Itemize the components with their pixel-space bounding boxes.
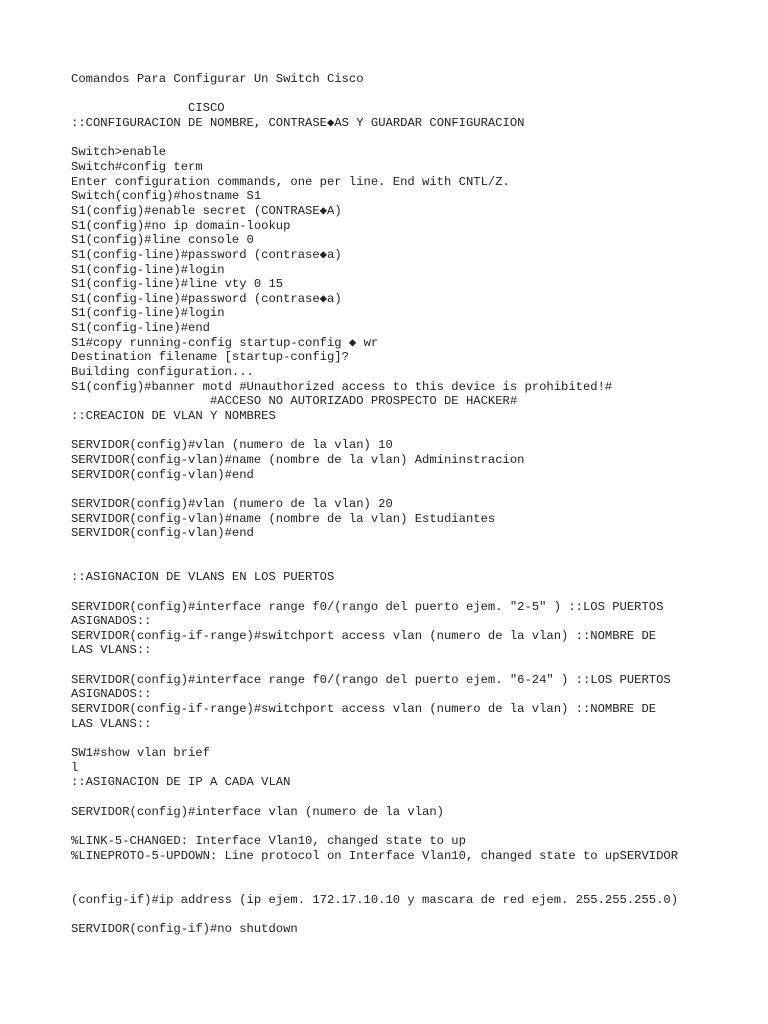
text-line: SERVIDOR(config)#interface range f0/(rango del puerto ejem. "6-24" ) ::LOS PUERTOS bbox=[71, 672, 671, 687]
text-line bbox=[71, 541, 731, 556]
text-line bbox=[71, 863, 731, 878]
text-line: S1(config)#banner motd #Unauthorized access to this device is prohibited!# bbox=[71, 379, 613, 394]
text-line: Switch(config)#hostname S1 bbox=[71, 189, 262, 204]
text-line: S1#copy running-config startup-config ◆ wr bbox=[71, 335, 379, 350]
text-line bbox=[71, 731, 731, 746]
text-line: S1(config-line)#end bbox=[71, 321, 210, 336]
text-line: S1(config-line)#password (contrase◆a) bbox=[71, 291, 342, 306]
text-line: l bbox=[71, 760, 79, 775]
text-line: ::CREACION DE VLAN Y NOMBRES bbox=[71, 409, 276, 424]
text-line: ASIGNADOS:: bbox=[71, 614, 152, 629]
document-text bbox=[71, 72, 731, 937]
text-line: SERVIDOR(config-vlan)#end bbox=[71, 526, 254, 541]
text-line bbox=[71, 556, 731, 571]
text-line: %LINEPROTO-5-UPDOWN: Line protocol on Interface Vlan10, changed state to upSERVIDOR bbox=[71, 848, 679, 863]
text-line: LAS VLANS:: bbox=[71, 643, 152, 658]
text-line: CISCO bbox=[71, 101, 225, 116]
text-line: Switch>enable bbox=[71, 145, 167, 160]
text-line: SERVIDOR(config)#vlan (numero de la vlan) 20 bbox=[71, 496, 393, 511]
text-line: ::ASIGNACION DE IP A CADA VLAN bbox=[71, 775, 291, 790]
text-line: Building configuration... bbox=[71, 365, 254, 380]
text-line: ::CONFIGURACION DE NOMBRE, CONTRASE◆AS Y GUARDAR CONFIGURACION bbox=[71, 115, 525, 130]
text-line bbox=[71, 131, 731, 146]
text-line: S1(config-line)#line vty 0 15 bbox=[71, 277, 284, 292]
text-line: Switch#config term bbox=[71, 159, 203, 174]
text-line: SERVIDOR(config-vlan)#name (nombre de la vlan) Admininstracion bbox=[71, 453, 525, 468]
text-line: (config-if)#ip address (ip ejem. 172.17.10.10 y mascara de red ejem. 255.255.255.0) bbox=[71, 892, 679, 907]
text-line bbox=[71, 424, 731, 439]
text-line: SERVIDOR(config)#interface range f0/(rango del puerto ejem. "2-5" ) ::LOS PUERTOS bbox=[71, 599, 664, 614]
text-line: SERVIDOR(config-if-range)#switchport access vlan (numero de la vlan) ::NOMBRE DE bbox=[71, 628, 657, 643]
text-line: S1(config-line)#login bbox=[71, 262, 225, 277]
text-line: #ACCESO NO AUTORIZADO PROSPECTO DE HACKER# bbox=[71, 394, 518, 409]
text-line bbox=[71, 790, 731, 805]
text-line: SERVIDOR(config)#interface vlan (numero de la vlan) bbox=[71, 804, 444, 819]
text-line bbox=[71, 585, 731, 600]
text-line: LAS VLANS:: bbox=[71, 716, 152, 731]
text-line: ASIGNADOS:: bbox=[71, 687, 152, 702]
text-line bbox=[71, 907, 731, 922]
text-line: %LINK-5-CHANGED: Interface Vlan10, changed state to up bbox=[71, 833, 466, 848]
text-line bbox=[71, 819, 731, 834]
text-line: SERVIDOR(config-vlan)#name (nombre de la vlan) Estudiantes bbox=[71, 511, 496, 526]
text-line bbox=[71, 878, 731, 893]
text-line: Enter configuration commands, one per line. End with CNTL/Z. bbox=[71, 174, 510, 189]
text-line: S1(config)#enable secret (CONTRASE◆A) bbox=[71, 203, 342, 218]
text-line: SERVIDOR(config-if-range)#switchport access vlan (numero de la vlan) ::NOMBRE DE bbox=[71, 702, 657, 717]
text-line: SERVIDOR(config-vlan)#end bbox=[71, 467, 254, 482]
text-line bbox=[71, 87, 731, 102]
text-line: SW1#show vlan brief bbox=[71, 746, 210, 761]
text-line bbox=[71, 658, 731, 673]
text-line: S1(config)#no ip domain-lookup bbox=[71, 218, 291, 233]
text-line: Destination filename [startup-config]? bbox=[71, 350, 349, 365]
text-line: S1(config)#line console 0 bbox=[71, 233, 254, 248]
text-line: SERVIDOR(config)#vlan (numero de la vlan) 10 bbox=[71, 438, 393, 453]
text-line: ::ASIGNACION DE VLANS EN LOS PUERTOS bbox=[71, 570, 335, 585]
text-line: Comandos Para Configurar Un Switch Cisco bbox=[71, 72, 364, 86]
text-line: S1(config-line)#login bbox=[71, 306, 225, 321]
text-line: S1(config-line)#password (contrase◆a) bbox=[71, 247, 342, 262]
text-line: SERVIDOR(config-if)#no shutdown bbox=[71, 921, 298, 936]
text-line bbox=[71, 482, 731, 497]
